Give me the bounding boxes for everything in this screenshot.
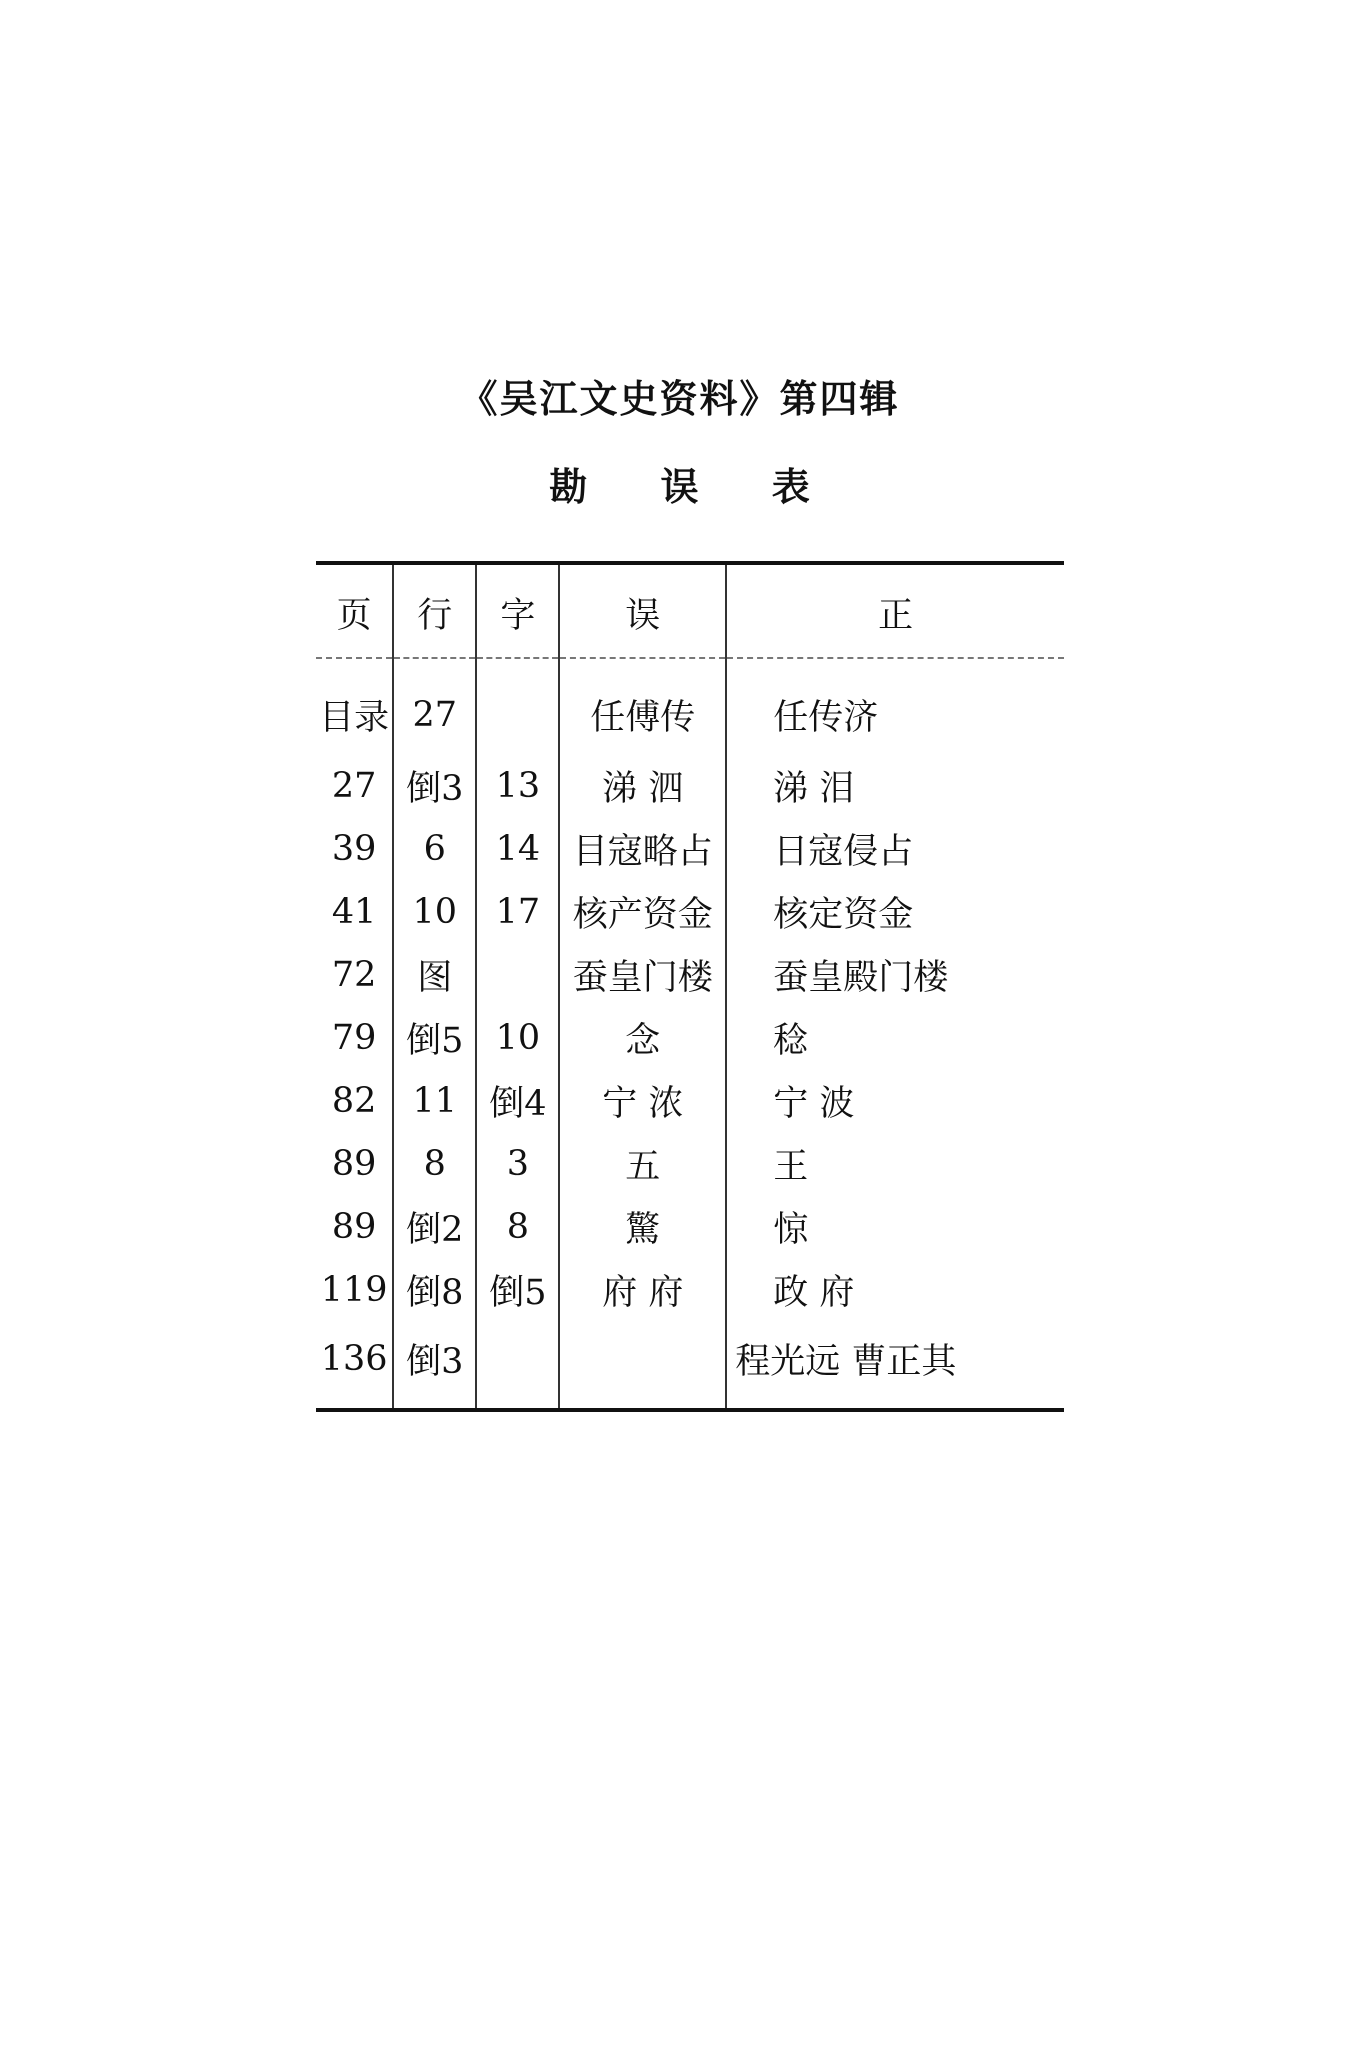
cell-char: 14 — [476, 817, 559, 880]
header-char: 字 — [476, 563, 559, 658]
cell-char — [476, 658, 559, 754]
cell-char — [476, 943, 559, 1006]
cell-right: 惊 — [773, 1209, 809, 1250]
table-row — [316, 1132, 1064, 1195]
cell-char: 倒4 — [476, 1069, 559, 1132]
table-row — [316, 1006, 1064, 1069]
cell-wrong: 核产资金 — [559, 880, 726, 943]
cell-page: 39 — [316, 817, 393, 880]
cell-wrong: 目寇略占 — [559, 817, 726, 880]
table-row — [316, 1258, 1064, 1321]
cell-line: 倒3 — [393, 754, 476, 817]
cell-right: 政 府 — [773, 1272, 855, 1313]
cell-wrong: 蚕皇门楼 — [559, 943, 726, 1006]
cell-char: 8 — [476, 1195, 559, 1258]
cell-right: 日寇侵占 — [773, 831, 914, 872]
cell-line: 10 — [393, 880, 476, 943]
header-wrong: 误 — [559, 563, 726, 658]
table-row — [316, 943, 1064, 1006]
cell-page: 72 — [316, 943, 393, 1006]
cell-line: 倒2 — [393, 1195, 476, 1258]
cell-wrong: 五 — [559, 1132, 726, 1195]
cell-wrong: 宁 浓 — [559, 1069, 726, 1132]
cell-line: 6 — [393, 817, 476, 880]
table-row — [316, 1069, 1064, 1132]
cell-wrong: 驚 — [559, 1195, 726, 1258]
page-title: 《吴江文史资料》第四辑 — [459, 377, 900, 421]
cell-char: 倒5 — [476, 1258, 559, 1321]
header-page: 页 — [316, 563, 393, 658]
cell-line: 图 — [393, 943, 476, 1006]
cell-right: 稔 — [773, 1020, 809, 1061]
cell-line: 倒5 — [393, 1006, 476, 1069]
cell-page: 119 — [316, 1258, 393, 1321]
table-row — [316, 658, 1064, 754]
table-row — [316, 754, 1064, 817]
errata-subtitle: 勘 误 表 — [549, 465, 810, 509]
cell-wrong: 念 — [559, 1006, 726, 1069]
table-row — [316, 1195, 1064, 1258]
cell-char: 10 — [476, 1006, 559, 1069]
cell-char — [476, 1321, 559, 1410]
cell-right: 任传济 — [773, 697, 879, 738]
header-line: 行 — [393, 563, 476, 658]
table-header-row — [316, 563, 1064, 658]
table-row — [316, 817, 1064, 880]
cell-wrong: 府 府 — [559, 1258, 726, 1321]
header-right: 正 — [726, 563, 1064, 658]
cell-char: 13 — [476, 754, 559, 817]
cell-page: 82 — [316, 1069, 393, 1132]
cell-right: 宁 波 — [773, 1083, 855, 1124]
cell-wrong — [559, 1321, 726, 1410]
table-row — [316, 1321, 1064, 1410]
errata-table — [316, 561, 1064, 1412]
cell-right: 王 — [773, 1146, 809, 1187]
table-row — [316, 880, 1064, 943]
cell-page: 目录 — [316, 658, 393, 754]
cell-page: 41 — [316, 880, 393, 943]
cell-page: 79 — [316, 1006, 393, 1069]
cell-page: 27 — [316, 754, 393, 817]
cell-wrong: 涕 泗 — [559, 754, 726, 817]
cell-line: 27 — [393, 658, 476, 754]
cell-page: 89 — [316, 1132, 393, 1195]
cell-page: 89 — [316, 1195, 393, 1258]
cell-right: 核定资金 — [773, 894, 914, 935]
cell-wrong: 任傅传 — [559, 658, 726, 754]
cell-char: 3 — [476, 1132, 559, 1195]
cell-line: 8 — [393, 1132, 476, 1195]
cell-line: 倒8 — [393, 1258, 476, 1321]
cell-line: 11 — [393, 1069, 476, 1132]
cell-line: 倒3 — [393, 1321, 476, 1410]
cell-right: 涕 泪 — [773, 768, 855, 809]
cell-page: 136 — [316, 1321, 393, 1410]
cell-char: 17 — [476, 880, 559, 943]
cell-right: 程光远 曹正其 — [735, 1341, 957, 1382]
cell-right: 蚕皇殿门楼 — [773, 957, 949, 998]
